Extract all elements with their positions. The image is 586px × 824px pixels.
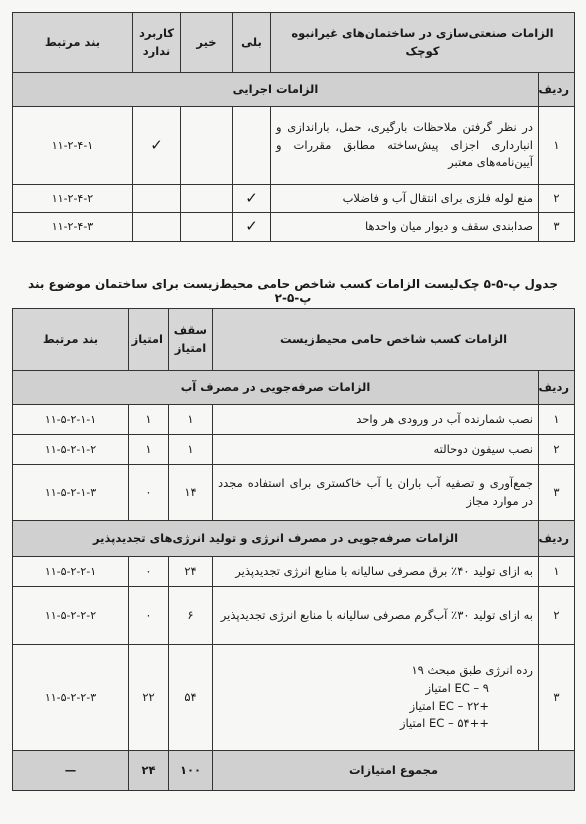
table-row xyxy=(13,557,575,587)
max-score: ۱۴ xyxy=(169,465,213,521)
na-cell xyxy=(133,213,181,241)
row-text: نصب شمارنده آب در ورودی هر واحد xyxy=(213,405,539,435)
header-related-clause: بند مرتبط xyxy=(13,309,129,371)
energy-class-option: +EC – ۲۲ امتیاز xyxy=(409,698,489,713)
energy-class-cell xyxy=(213,645,539,751)
header-score: امتیاز xyxy=(129,309,169,371)
max-score: ۶ xyxy=(169,587,213,645)
score: ۰ xyxy=(129,465,169,521)
row-number: ۲ xyxy=(539,185,575,213)
related-clause: ۱۱-۲-۴-۳ xyxy=(13,213,133,241)
score: ۱ xyxy=(129,405,169,435)
table-row xyxy=(13,405,575,435)
row-number: ۲ xyxy=(539,587,575,645)
checkmark-icon: ✓ xyxy=(233,213,271,241)
related-clause: ۱۱-۵-۲-۱-۱ xyxy=(13,405,129,435)
checkmark-icon: ✓ xyxy=(233,185,271,213)
table1-title: الزامات صنعتی‌سازی در ساختمان‌های غیرانبوه کوچک xyxy=(271,13,575,73)
checkmark-icon: ✓ xyxy=(133,107,181,185)
table-row xyxy=(13,587,575,645)
related-clause: ۱۱-۵-۲-۱-۲ xyxy=(13,435,129,465)
section-title: الزامات صرفه‌جویی در مصرف انرژی و تولید انرژی‌های تجدیدپذیر xyxy=(13,521,539,557)
table-environment xyxy=(12,308,575,791)
table-row xyxy=(13,435,575,465)
max-score: ۲۴ xyxy=(169,557,213,587)
table-row xyxy=(13,465,575,521)
row-number: ۳ xyxy=(539,645,575,751)
na-cell xyxy=(133,185,181,213)
no-cell xyxy=(181,107,233,185)
related-clause: ۱۱-۵-۲-۲-۱ xyxy=(13,557,129,587)
yes-cell xyxy=(233,107,271,185)
header-not-applicable: کاربرد ندارد xyxy=(133,13,181,73)
total-score: ۲۴ xyxy=(129,751,169,791)
score: ۱ xyxy=(129,435,169,465)
section-title: الزامات اجرایی xyxy=(13,73,539,107)
total-related-clause: — xyxy=(13,751,129,791)
energy-class-option: EC – ۹ امتیاز xyxy=(425,680,489,695)
header-max-score: سقف امتیاز xyxy=(169,309,213,371)
related-clause: ۱۱-۵-۲-۲-۳ xyxy=(13,645,129,751)
table-industrialization xyxy=(12,12,575,242)
row-number: ۱ xyxy=(539,107,575,185)
table2-title: الزامات کسب شاخص حامی محیط‌زیست xyxy=(213,309,575,371)
no-cell xyxy=(181,213,233,241)
max-score: ۵۴ xyxy=(169,645,213,751)
row-text: جمع‌آوری و تصفیه آب باران یا آب خاکستری برای استفاده مجدد در موارد مجاز xyxy=(213,465,539,521)
header-yes: بلی xyxy=(233,13,271,73)
max-score: ۱ xyxy=(169,405,213,435)
header-no: خیر xyxy=(181,13,233,73)
section-title: الزامات صرفه‌جویی در مصرف آب xyxy=(13,371,539,405)
row-text: منع لوله فلزی برای انتقال آب و فاضلاب xyxy=(271,185,539,213)
row-text: در نظر گرفتن ملاحظات بارگیری، حمل، باراندازی و انبارداری اجزای پیش‌ساخته مطابق مقررات و آیین‌نامه‌های معتبر xyxy=(271,107,539,185)
row-number: ۳ xyxy=(539,213,575,241)
no-cell xyxy=(181,185,233,213)
row-text: به ازای تولید ۳۰٪ آب‌گرم مصرفی سالیانه با منابع انرژی تجدیدپذیر xyxy=(213,587,539,645)
row-number: ۳ xyxy=(539,465,575,521)
total-label: مجموع امتیازات xyxy=(213,751,575,791)
table-row xyxy=(13,213,575,241)
row-number: ۱ xyxy=(539,557,575,587)
row-label: ردیف xyxy=(539,371,575,405)
row-number: ۱ xyxy=(539,405,575,435)
row-label: ردیف xyxy=(539,521,575,557)
score: ۰ xyxy=(129,557,169,587)
related-clause: ۱۱-۲-۴-۱ xyxy=(13,107,133,185)
related-clause: ۱۱-۵-۲-۱-۳ xyxy=(13,465,129,521)
energy-class-option: ++EC – ۵۴ امتیاز xyxy=(399,716,489,731)
row-text: به ازای تولید ۴۰٪ برق مصرفی سالیانه با منابع انرژی تجدیدپذیر xyxy=(213,557,539,587)
total-max-score: ۱۰۰ xyxy=(169,751,213,791)
row-text: صدابندی سقف و دیوار میان واحدها xyxy=(271,213,539,241)
row-label: ردیف xyxy=(539,73,575,107)
score: ۲۲ xyxy=(129,645,169,751)
table-row xyxy=(13,185,575,213)
table-row xyxy=(13,645,575,751)
related-clause: ۱۱-۲-۴-۲ xyxy=(13,185,133,213)
table-caption: جدول پ-۵-۵ چک‌لیست الزامات کسب شاخص حامی محیط‌زیست برای ساختمان موضوع بند پ-۵-۲ xyxy=(28,277,558,305)
header-related-clause: بند مرتبط xyxy=(13,13,133,73)
related-clause: ۱۱-۵-۲-۲-۲ xyxy=(13,587,129,645)
row-number: ۲ xyxy=(539,435,575,465)
table-row xyxy=(13,107,575,185)
score: ۰ xyxy=(129,587,169,645)
max-score: ۱ xyxy=(169,435,213,465)
energy-class-title: رده انرژی طبق مبحث ۱۹ xyxy=(411,662,533,677)
row-text: نصب سیفون دوحالته xyxy=(213,435,539,465)
